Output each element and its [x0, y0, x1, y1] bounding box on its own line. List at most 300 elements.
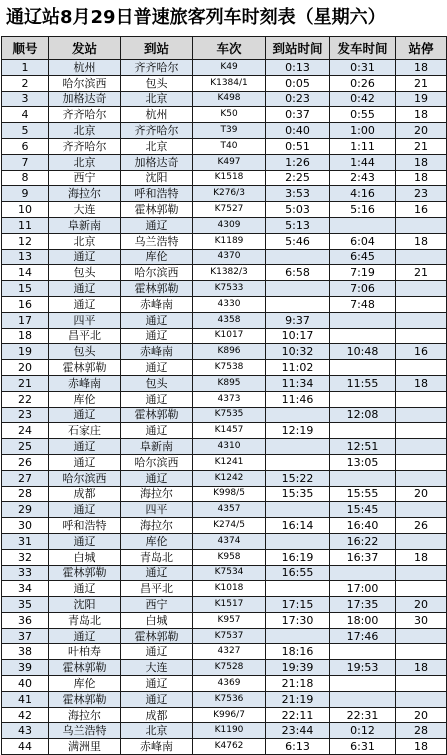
arrive-time-cell: 0:37 [266, 107, 330, 123]
table-row [2, 470, 447, 486]
arrive-time-cell: 0:13 [266, 60, 330, 76]
col-header-train: 车次 [193, 37, 266, 60]
train-number-cell: 4309 [193, 217, 266, 233]
stop-minutes-cell [396, 439, 447, 455]
to-station-cell: 通辽 [121, 423, 193, 439]
stop-minutes-cell: 26 [396, 518, 447, 534]
table-row [2, 676, 447, 692]
to-station-cell: 呼和浩特 [121, 186, 193, 202]
col-header-arrive: 到站时间 [266, 37, 330, 60]
arrive-time-cell: 11:02 [266, 360, 330, 376]
seq-cell: 8 [2, 170, 49, 186]
stop-minutes-cell: 30 [396, 612, 447, 628]
table-row [2, 170, 447, 186]
stop-minutes-cell: 20 [396, 707, 447, 723]
table-row [2, 265, 447, 281]
stop-minutes-cell: 18 [396, 739, 447, 755]
from-station-cell: 通辽 [49, 249, 121, 265]
from-station-cell: 通辽 [49, 296, 121, 312]
arrive-time-cell: 5:13 [266, 217, 330, 233]
stop-minutes-cell [396, 628, 447, 644]
train-number-cell: K7534 [193, 565, 266, 581]
depart-time-cell: 16:40 [330, 518, 396, 534]
train-number-cell: K276/3 [193, 186, 266, 202]
from-station-cell: 通辽 [49, 628, 121, 644]
from-station-cell: 霍林郭勒 [49, 660, 121, 676]
train-number-cell: 4370 [193, 249, 266, 265]
arrive-time-cell: 0:05 [266, 75, 330, 91]
stop-minutes-cell [396, 502, 447, 518]
arrive-time-cell [266, 581, 330, 597]
header-row [2, 37, 447, 60]
train-number-cell: K896 [193, 344, 266, 360]
table-row [2, 739, 447, 755]
seq-cell: 25 [2, 439, 49, 455]
stop-minutes-cell [396, 328, 447, 344]
to-station-cell: 通辽 [121, 312, 193, 328]
depart-time-cell: 7:48 [330, 296, 396, 312]
train-number-cell: K1242 [193, 470, 266, 486]
depart-time-cell: 6:45 [330, 249, 396, 265]
from-station-cell: 满洲里 [49, 739, 121, 755]
from-station-cell: 海拉尔 [49, 186, 121, 202]
to-station-cell: 加格达奇 [121, 154, 193, 170]
to-station-cell: 海拉尔 [121, 486, 193, 502]
table-row [2, 344, 447, 360]
depart-time-cell: 22:31 [330, 707, 396, 723]
from-station-cell: 赤峰南 [49, 375, 121, 391]
table-row [2, 707, 447, 723]
train-number-cell: K7537 [193, 628, 266, 644]
table-row [2, 691, 447, 707]
depart-time-cell: 16:22 [330, 533, 396, 549]
from-station-cell: 昌平北 [49, 328, 121, 344]
seq-cell: 27 [2, 470, 49, 486]
from-station-cell: 大连 [49, 202, 121, 218]
to-station-cell: 通辽 [121, 328, 193, 344]
to-station-cell: 哈尔滨西 [121, 265, 193, 281]
seq-cell: 35 [2, 597, 49, 613]
depart-time-cell: 16:37 [330, 549, 396, 565]
seq-cell: 32 [2, 549, 49, 565]
depart-time-cell: 2:43 [330, 170, 396, 186]
arrive-time-cell [266, 502, 330, 518]
stop-minutes-cell: 21 [396, 138, 447, 154]
from-station-cell: 成都 [49, 486, 121, 502]
to-station-cell: 赤峰南 [121, 296, 193, 312]
train-number-cell: K957 [193, 612, 266, 628]
arrive-time-cell: 0:40 [266, 123, 330, 139]
train-number-cell: K1189 [193, 233, 266, 249]
train-number-cell: 4369 [193, 676, 266, 692]
stop-minutes-cell: 20 [396, 597, 447, 613]
from-station-cell: 青岛北 [49, 612, 121, 628]
to-station-cell: 北京 [121, 91, 193, 107]
from-station-cell: 北京 [49, 123, 121, 139]
seq-cell: 17 [2, 312, 49, 328]
depart-time-cell [330, 470, 396, 486]
from-station-cell: 加格达奇 [49, 91, 121, 107]
seq-cell: 40 [2, 676, 49, 692]
to-station-cell: 赤峰南 [121, 344, 193, 360]
train-number-cell: K958 [193, 549, 266, 565]
table-row [2, 423, 447, 439]
seq-cell: 30 [2, 518, 49, 534]
arrive-time-cell: 0:23 [266, 91, 330, 107]
train-number-cell: K1241 [193, 454, 266, 470]
train-number-cell: K1518 [193, 170, 266, 186]
stop-minutes-cell [396, 533, 447, 549]
train-number-cell: K4762 [193, 739, 266, 755]
depart-time-cell: 12:08 [330, 407, 396, 423]
seq-cell: 4 [2, 107, 49, 123]
seq-cell: 10 [2, 202, 49, 218]
stop-minutes-cell [396, 565, 447, 581]
to-station-cell: 哈尔滨西 [121, 454, 193, 470]
from-station-cell: 霍林郭勒 [49, 565, 121, 581]
train-number-cell: K498 [193, 91, 266, 107]
train-number-cell: K49 [193, 60, 266, 76]
depart-time-cell: 1:11 [330, 138, 396, 154]
seq-cell: 11 [2, 217, 49, 233]
train-number-cell: K274/5 [193, 518, 266, 534]
table-row [2, 60, 447, 76]
train-number-cell: K1517 [193, 597, 266, 613]
depart-time-cell: 11:55 [330, 375, 396, 391]
col-header-depart: 发车时间 [330, 37, 396, 60]
table-row [2, 91, 447, 107]
depart-time-cell: 6:04 [330, 233, 396, 249]
from-station-cell: 哈尔滨西 [49, 470, 121, 486]
to-station-cell: 北京 [121, 138, 193, 154]
to-station-cell: 通辽 [121, 676, 193, 692]
from-station-cell: 通辽 [49, 281, 121, 297]
table-row [2, 75, 447, 91]
stop-minutes-cell: 18 [396, 233, 447, 249]
depart-time-cell [330, 217, 396, 233]
col-header-from: 发站 [49, 37, 121, 60]
to-station-cell: 霍林郭勒 [121, 202, 193, 218]
table-row [2, 360, 447, 376]
col-header-seq: 顺号 [2, 37, 49, 60]
stop-minutes-cell [396, 691, 447, 707]
arrive-time-cell: 21:18 [266, 676, 330, 692]
seq-cell: 24 [2, 423, 49, 439]
stop-minutes-cell [396, 360, 447, 376]
arrive-time-cell [266, 281, 330, 297]
train-number-cell: K1382/3 [193, 265, 266, 281]
seq-cell: 39 [2, 660, 49, 676]
stop-minutes-cell [396, 312, 447, 328]
train-number-cell: K7535 [193, 407, 266, 423]
from-station-cell: 四平 [49, 312, 121, 328]
to-station-cell: 白城 [121, 612, 193, 628]
arrive-time-cell: 15:22 [266, 470, 330, 486]
stop-minutes-cell [396, 391, 447, 407]
depart-time-cell: 6:31 [330, 739, 396, 755]
train-number-cell: 4330 [193, 296, 266, 312]
from-station-cell: 库伦 [49, 391, 121, 407]
table-row [2, 138, 447, 154]
seq-cell: 38 [2, 644, 49, 660]
train-number-cell: K895 [193, 375, 266, 391]
table-row [2, 612, 447, 628]
stop-minutes-cell [396, 407, 447, 423]
seq-cell: 23 [2, 407, 49, 423]
to-station-cell: 赤峰南 [121, 739, 193, 755]
from-station-cell: 海拉尔 [49, 707, 121, 723]
page-title: 通辽站8月29日普速旅客列车时刻表（星期六） [0, 0, 447, 36]
stop-minutes-cell: 20 [396, 486, 447, 502]
from-station-cell: 通辽 [49, 439, 121, 455]
to-station-cell: 沈阳 [121, 170, 193, 186]
from-station-cell: 霍林郭勒 [49, 360, 121, 376]
stop-minutes-cell: 19 [396, 91, 447, 107]
arrive-time-cell: 5:46 [266, 233, 330, 249]
depart-time-cell: 18:00 [330, 612, 396, 628]
seq-cell: 44 [2, 739, 49, 755]
arrive-time-cell: 17:30 [266, 612, 330, 628]
to-station-cell: 通辽 [121, 360, 193, 376]
arrive-time-cell: 0:51 [266, 138, 330, 154]
table-row [2, 202, 447, 218]
table-row [2, 123, 447, 139]
stop-minutes-cell: 18 [396, 549, 447, 565]
depart-time-cell [330, 312, 396, 328]
depart-time-cell: 0:55 [330, 107, 396, 123]
train-number-cell: T40 [193, 138, 266, 154]
seq-cell: 28 [2, 486, 49, 502]
seq-cell: 19 [2, 344, 49, 360]
seq-cell: 31 [2, 533, 49, 549]
table-row [2, 486, 447, 502]
depart-time-cell [330, 391, 396, 407]
train-number-cell: K7536 [193, 691, 266, 707]
seq-cell: 29 [2, 502, 49, 518]
arrive-time-cell [266, 296, 330, 312]
depart-time-cell: 17:46 [330, 628, 396, 644]
table-row [2, 597, 447, 613]
seq-cell: 3 [2, 91, 49, 107]
depart-time-cell: 7:19 [330, 265, 396, 281]
depart-time-cell: 0:31 [330, 60, 396, 76]
depart-time-cell: 15:45 [330, 502, 396, 518]
arrive-time-cell: 17:15 [266, 597, 330, 613]
table-row [2, 502, 447, 518]
depart-time-cell [330, 691, 396, 707]
arrive-time-cell [266, 407, 330, 423]
seq-cell: 13 [2, 249, 49, 265]
to-station-cell: 霍林郭勒 [121, 407, 193, 423]
table-row [2, 581, 447, 597]
depart-time-cell: 0:12 [330, 723, 396, 739]
from-station-cell: 霍林郭勒 [49, 691, 121, 707]
seq-cell: 42 [2, 707, 49, 723]
arrive-time-cell [266, 454, 330, 470]
arrive-time-cell: 12:19 [266, 423, 330, 439]
seq-cell: 15 [2, 281, 49, 297]
train-number-cell: 4374 [193, 533, 266, 549]
from-station-cell: 库伦 [49, 676, 121, 692]
stop-minutes-cell [396, 296, 447, 312]
seq-cell: 18 [2, 328, 49, 344]
train-number-cell: K7538 [193, 360, 266, 376]
to-station-cell: 库伦 [121, 533, 193, 549]
train-number-cell: K1457 [193, 423, 266, 439]
stop-minutes-cell [396, 423, 447, 439]
stop-minutes-cell: 18 [396, 60, 447, 76]
arrive-time-cell: 11:34 [266, 375, 330, 391]
train-number-cell: T39 [193, 123, 266, 139]
train-number-cell: K7528 [193, 660, 266, 676]
table-row [2, 628, 447, 644]
stop-minutes-cell: 18 [396, 170, 447, 186]
arrive-time-cell: 6:13 [266, 739, 330, 755]
table-row [2, 565, 447, 581]
stop-minutes-cell [396, 249, 447, 265]
table-row [2, 107, 447, 123]
depart-time-cell: 15:55 [330, 486, 396, 502]
seq-cell: 9 [2, 186, 49, 202]
table-row [2, 281, 447, 297]
table-row [2, 249, 447, 265]
train-number-cell: 4327 [193, 644, 266, 660]
table-row [2, 549, 447, 565]
train-number-cell: 4357 [193, 502, 266, 518]
seq-cell: 22 [2, 391, 49, 407]
table-row [2, 312, 447, 328]
from-station-cell: 通辽 [49, 454, 121, 470]
arrive-time-cell: 11:46 [266, 391, 330, 407]
depart-time-cell: 1:00 [330, 123, 396, 139]
depart-time-cell: 17:35 [330, 597, 396, 613]
arrive-time-cell: 21:19 [266, 691, 330, 707]
arrive-time-cell [266, 439, 330, 455]
to-station-cell: 齐齐哈尔 [121, 60, 193, 76]
depart-time-cell: 0:26 [330, 75, 396, 91]
stop-minutes-cell: 20 [396, 123, 447, 139]
stop-minutes-cell [396, 454, 447, 470]
to-station-cell: 成都 [121, 707, 193, 723]
from-station-cell: 通辽 [49, 533, 121, 549]
table-row [2, 217, 447, 233]
stop-minutes-cell: 18 [396, 107, 447, 123]
to-station-cell: 通辽 [121, 644, 193, 660]
to-station-cell: 通辽 [121, 565, 193, 581]
train-number-cell: K1384/1 [193, 75, 266, 91]
seq-cell: 33 [2, 565, 49, 581]
table-row [2, 407, 447, 423]
train-number-cell: K1190 [193, 723, 266, 739]
arrive-time-cell: 6:58 [266, 265, 330, 281]
to-station-cell: 杭州 [121, 107, 193, 123]
arrive-time-cell [266, 533, 330, 549]
train-number-cell: 4358 [193, 312, 266, 328]
depart-time-cell: 12:51 [330, 439, 396, 455]
seq-cell: 21 [2, 375, 49, 391]
to-station-cell: 西宁 [121, 597, 193, 613]
to-station-cell: 大连 [121, 660, 193, 676]
stop-minutes-cell: 18 [396, 660, 447, 676]
train-number-cell: K996/7 [193, 707, 266, 723]
seq-cell: 16 [2, 296, 49, 312]
to-station-cell: 通辽 [121, 217, 193, 233]
train-number-cell: K1017 [193, 328, 266, 344]
train-number-cell: K7527 [193, 202, 266, 218]
depart-time-cell [330, 423, 396, 439]
to-station-cell: 齐齐哈尔 [121, 123, 193, 139]
to-station-cell: 包头 [121, 375, 193, 391]
to-station-cell: 通辽 [121, 470, 193, 486]
table-row [2, 723, 447, 739]
seq-cell: 2 [2, 75, 49, 91]
depart-time-cell [330, 676, 396, 692]
depart-time-cell: 4:16 [330, 186, 396, 202]
from-station-cell: 白城 [49, 549, 121, 565]
from-station-cell: 叶柏寿 [49, 644, 121, 660]
arrive-time-cell [266, 628, 330, 644]
from-station-cell: 包头 [49, 344, 121, 360]
from-station-cell: 阜新南 [49, 217, 121, 233]
from-station-cell: 齐齐哈尔 [49, 107, 121, 123]
table-row [2, 328, 447, 344]
stop-minutes-cell [396, 581, 447, 597]
table-row [2, 186, 447, 202]
table-row [2, 533, 447, 549]
from-station-cell: 包头 [49, 265, 121, 281]
arrive-time-cell: 16:14 [266, 518, 330, 534]
seq-cell: 43 [2, 723, 49, 739]
depart-time-cell: 5:16 [330, 202, 396, 218]
table-row [2, 154, 447, 170]
seq-cell: 20 [2, 360, 49, 376]
from-station-cell: 通辽 [49, 407, 121, 423]
depart-time-cell: 10:48 [330, 344, 396, 360]
to-station-cell: 包头 [121, 75, 193, 91]
seq-cell: 12 [2, 233, 49, 249]
seq-cell: 5 [2, 123, 49, 139]
to-station-cell: 通辽 [121, 691, 193, 707]
train-number-cell: K50 [193, 107, 266, 123]
arrive-time-cell: 1:26 [266, 154, 330, 170]
depart-time-cell [330, 644, 396, 660]
seq-cell: 1 [2, 60, 49, 76]
arrive-time-cell: 5:03 [266, 202, 330, 218]
from-station-cell: 北京 [49, 233, 121, 249]
seq-cell: 37 [2, 628, 49, 644]
depart-time-cell: 7:06 [330, 281, 396, 297]
table-row [2, 454, 447, 470]
table-row [2, 439, 447, 455]
arrive-time-cell: 15:35 [266, 486, 330, 502]
depart-time-cell: 13:05 [330, 454, 396, 470]
table-row [2, 391, 447, 407]
table-row [2, 296, 447, 312]
to-station-cell: 四平 [121, 502, 193, 518]
arrive-time-cell: 10:17 [266, 328, 330, 344]
timetable [1, 36, 447, 755]
to-station-cell: 海拉尔 [121, 518, 193, 534]
stop-minutes-cell: 16 [396, 344, 447, 360]
stop-minutes-cell: 23 [396, 186, 447, 202]
arrive-time-cell: 23:44 [266, 723, 330, 739]
table-row [2, 233, 447, 249]
timetable-body [2, 60, 447, 755]
arrive-time-cell: 18:16 [266, 644, 330, 660]
train-number-cell: K998/5 [193, 486, 266, 502]
stop-minutes-cell [396, 676, 447, 692]
arrive-time-cell: 22:11 [266, 707, 330, 723]
